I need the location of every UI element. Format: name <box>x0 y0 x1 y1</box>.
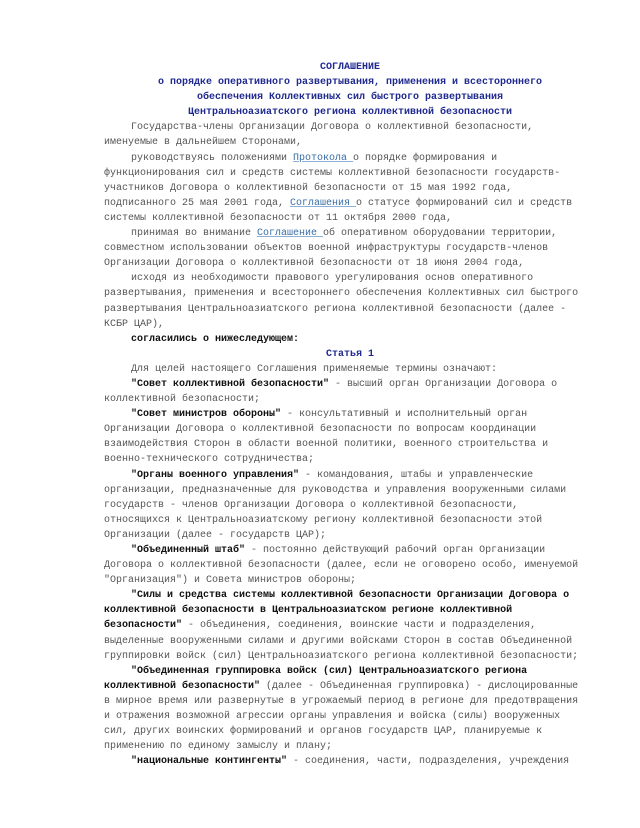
agreement-subtitle-line: о порядке оперативного развертывания, применения и всестороннего <box>157 77 543 89</box>
text-line <box>104 181 596 196</box>
text-line <box>104 694 596 709</box>
text-segment: руководствуясь положениями <box>131 152 294 164</box>
text-segment: (далее - Объединенная группировка) - дислоцированные <box>260 680 579 692</box>
text-line <box>104 362 596 377</box>
text-line <box>104 679 596 694</box>
document-body <box>104 120 596 769</box>
text-line <box>104 724 596 739</box>
defined-term: "Силы и средства системы коллективной безопасности Организации Договора о <box>131 590 570 602</box>
text-segment: Организации Договора о коллективной безопасности от 18 июня 2004 года, <box>104 258 525 270</box>
text-segment: Для целей настоящего Соглашения применяемые термины означают: <box>131 363 498 375</box>
text-segment: принимая во внимание <box>131 228 258 240</box>
text-segment: - высший орган Организации Договора о <box>329 378 558 390</box>
text-line <box>104 664 596 679</box>
agreement-subtitle-line: Центральноазиатского региона коллективной безопасности <box>187 107 513 119</box>
text-segment: государств - членов Организации Договора о коллективной безопасности, <box>104 499 519 511</box>
text-line <box>104 739 596 754</box>
text-segment: исходя из необходимости правового урегулирования основ оперативного <box>131 273 534 285</box>
text-line <box>104 135 596 150</box>
text-segment: - постоянно действующий рабочий орган Организации <box>245 545 546 556</box>
text-line <box>104 211 596 226</box>
text-line <box>104 151 596 166</box>
text-segment: выделенные вооруженными силами и другими войсками Сторон в состав Объединенной <box>104 635 573 647</box>
text-line <box>104 649 596 664</box>
text-segment: функционирования сил и средств системы коллективной безопасности государств- <box>104 167 561 179</box>
text-line <box>104 498 596 513</box>
text-line <box>104 347 596 362</box>
text-segment: военно-технического сотрудничества; <box>104 454 315 466</box>
text-line <box>104 302 596 317</box>
defined-term: безопасности" <box>104 620 183 632</box>
text-segment: развертывания, применения и всестороннего обеспечения Коллективных сил быстрого <box>104 288 579 300</box>
text-line <box>104 603 596 618</box>
text-line <box>104 241 596 256</box>
agreement-heading: СОГЛАШЕНИЕ <box>319 62 380 73</box>
text-line <box>104 256 596 271</box>
text-segment: коллективной безопасности; <box>104 394 261 406</box>
text-line <box>104 166 596 181</box>
text-line <box>104 120 596 135</box>
text-segment: и отражения возможной агрессии органы управления и войска (силы) вооруженных <box>104 711 561 723</box>
text-segment: Договора о коллективной безопасности (далее, если не оговорено особо, именуемой <box>104 560 579 572</box>
text-line <box>104 618 596 633</box>
text-segment: Организации Договора о коллективной безопасности по вопросам координации <box>104 424 537 436</box>
text-line <box>104 634 596 649</box>
text-segment: КСБР ЦАР), <box>104 318 165 330</box>
document-link[interactable]: Соглашение <box>257 228 324 240</box>
text-line <box>104 377 596 392</box>
text-segment: о статусе формирований сил и средств <box>356 197 573 209</box>
text-line <box>104 271 596 286</box>
text-line <box>104 709 596 724</box>
text-segment: взаимодействия Сторон в области военной политики, военного строительства и <box>104 439 549 451</box>
document-link[interactable]: Соглашения <box>290 197 357 209</box>
text-segment: именуемые в дальнейшем Сторонами, <box>104 137 303 149</box>
text-segment: об оперативном оборудовании территории, <box>323 228 558 240</box>
agreement-subtitle-line: обеспечения Коллективных сил быстрого развертывания <box>196 92 504 104</box>
defined-term: "Объединенная группировка войск (сил) Центральноазиатского региона <box>131 665 528 677</box>
text-line <box>104 226 596 241</box>
defined-term: "Совет коллективной безопасности" <box>131 378 330 390</box>
text-line <box>104 407 596 422</box>
text-segment: организации, предназначенные для руководства и управления вооруженными силами <box>104 484 567 496</box>
text-segment: - соединения, части, подразделения, учреждения <box>287 756 570 768</box>
text-segment: о порядке формирования и <box>353 152 498 164</box>
text-line <box>104 483 596 498</box>
defined-term: коллективной безопасности" <box>104 680 261 692</box>
document-title <box>104 60 596 120</box>
text-line <box>104 543 596 558</box>
defined-term: "национальные контингенты" <box>131 756 288 768</box>
defined-term: "Органы военного управления" <box>131 469 300 481</box>
defined-term: коллективной безопасности в Центральноазиатском регионе коллективной <box>104 605 513 617</box>
text-line <box>104 528 596 543</box>
text-line <box>104 196 596 211</box>
text-line <box>104 392 596 407</box>
text-line <box>104 513 596 528</box>
text-line <box>104 317 596 332</box>
text-segment: Организации (далее - государств ЦАР); <box>104 529 327 541</box>
text-line <box>104 573 596 588</box>
text-segment: "Организация") и Совета министров обороны; <box>104 575 357 587</box>
defined-term: согласились о нижеследующем: <box>131 333 300 345</box>
text-segment: развертывания Центральноазиатского региона коллективной безопасности (далее - <box>104 303 567 315</box>
text-segment: относящихся к Центральноазиатскому региону коллективной безопасности этой <box>104 514 543 526</box>
text-segment: участников Договора о коллективной безопасности от 15 мая 1992 года, <box>104 182 513 194</box>
text-segment: - командования, штабы и управленческие <box>299 469 534 481</box>
text-segment: совместном использовании объектов военной инфраструктуры государств-членов <box>104 243 549 255</box>
document-link[interactable]: Протокола <box>293 152 354 164</box>
text-line <box>104 452 596 467</box>
text-line <box>104 332 596 347</box>
text-segment: Государства-члены Организации Договора о коллективной безопасности, <box>131 122 534 134</box>
text-line <box>104 437 596 452</box>
text-line <box>104 754 596 769</box>
document-page <box>104 60 596 769</box>
text-segment: подписанного 25 мая 2001 года, <box>104 197 291 209</box>
text-segment: - консультативный и исполнительный орган <box>281 409 528 421</box>
text-line <box>104 468 596 483</box>
text-line <box>104 422 596 437</box>
text-line <box>104 588 596 603</box>
text-segment: в мирное время или развернутые в угрожаемый период в регионе для предотвращения <box>104 695 579 707</box>
defined-term: "Совет министров обороны" <box>131 409 282 421</box>
article-heading: Статья 1 <box>325 348 374 360</box>
text-segment: группировки войск (сил) Центральноазиатского региона коллективной безопасности; <box>104 650 579 662</box>
text-segment: - объединения, соединения, воинские части и подразделения, <box>182 620 537 632</box>
text-segment: применению по единому замыслу и плану; <box>104 741 333 753</box>
text-segment: системы коллективной безопасности от 11 октября 2000 года, <box>104 212 453 224</box>
text-segment: сил, других воинских формирований и органов государств ЦАР, планируемые к <box>104 726 543 738</box>
text-line <box>104 558 596 573</box>
text-line <box>104 286 596 301</box>
defined-term: "Объединенный штаб" <box>131 545 246 556</box>
